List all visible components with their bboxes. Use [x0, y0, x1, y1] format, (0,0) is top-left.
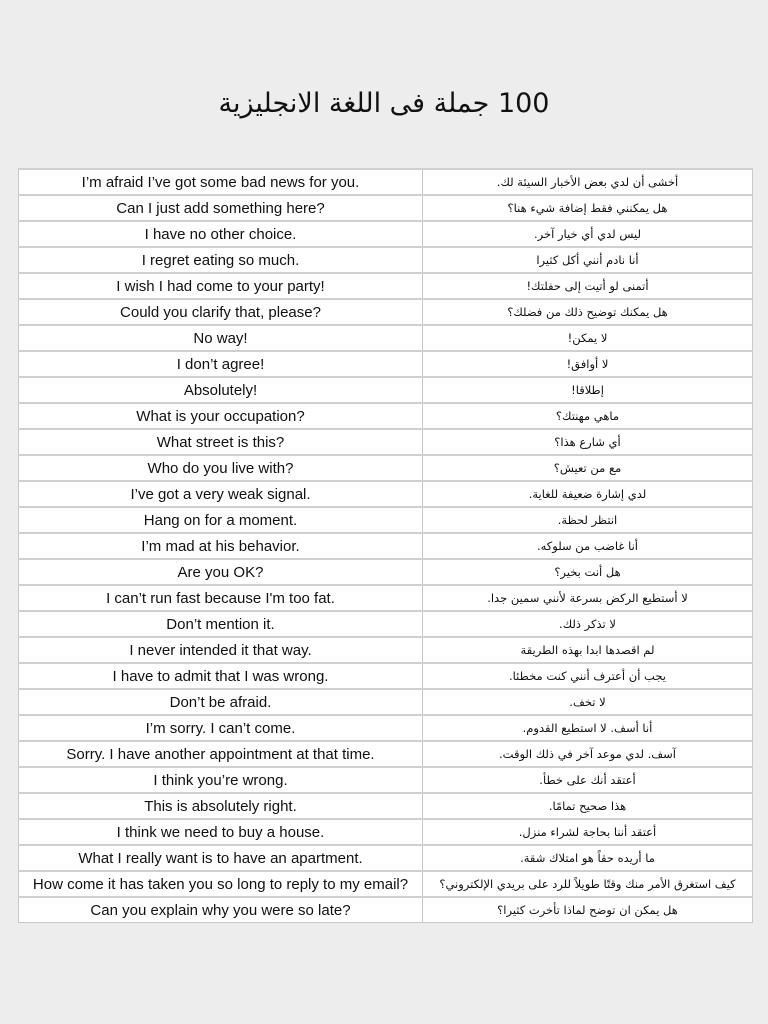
table-row [19, 455, 753, 481]
english-phrase-cell: I have no other choice. [19, 221, 423, 247]
arabic-translation-cell: آسف. لدي موعد آخر في ذلك الوقت. [423, 741, 753, 767]
arabic-translation-cell: أنا غاضب من سلوكه. [423, 533, 753, 559]
arabic-translation-cell: هل أنت بخير؟ [423, 559, 753, 585]
arabic-translation-cell: إطلاقا! [423, 377, 753, 403]
english-phrase-cell: I’ve got a very weak signal. [19, 481, 423, 507]
english-phrase-cell: Sorry. I have another appointment at that time. [19, 741, 423, 767]
table-row [19, 897, 753, 923]
english-phrase-cell: I’m afraid I’ve got some bad news for you. [19, 169, 423, 195]
arabic-translation-cell: أنا أسف. لا استطيع القدوم. [423, 715, 753, 741]
arabic-translation-cell: لا تخف. [423, 689, 753, 715]
english-phrase-cell: Can you explain why you were so late? [19, 897, 423, 923]
table-row [19, 715, 753, 741]
arabic-translation-cell: هل يمكنك توضيح ذلك من فضلك؟ [423, 299, 753, 325]
english-phrase-cell: What is your occupation? [19, 403, 423, 429]
arabic-translation-cell: لدي إشارة ضعيفة للغاية. [423, 481, 753, 507]
arabic-translation-cell: هل يمكن ان توضح لماذا تأخرت كثيرا؟ [423, 897, 753, 923]
table-row [19, 403, 753, 429]
table-row [19, 429, 753, 455]
table-row [19, 637, 753, 663]
table-row [19, 767, 753, 793]
english-phrase-cell: Can I just add something here? [19, 195, 423, 221]
arabic-translation-cell: أعتقد أننا بحاجة لشراء منزل. [423, 819, 753, 845]
table-row [19, 351, 753, 377]
arabic-translation-cell: أتمنى لو أتيت إلى حفلتك! [423, 273, 753, 299]
arabic-translation-cell: لا تذكر ذلك. [423, 611, 753, 637]
table-row [19, 247, 753, 273]
arabic-translation-cell: ما أريده حقاً هو امتلاك شقة. [423, 845, 753, 871]
table-row [19, 741, 753, 767]
table-row [19, 585, 753, 611]
arabic-translation-cell: لا أوافق! [423, 351, 753, 377]
arabic-translation-cell: ليس لدي أي خيار آخر. [423, 221, 753, 247]
english-phrase-cell: I don’t agree! [19, 351, 423, 377]
english-phrase-cell: Could you clarify that, please? [19, 299, 423, 325]
english-phrase-cell: No way! [19, 325, 423, 351]
phrase-table [18, 168, 753, 923]
page-title: 100 جملة فى اللغة الانجليزية [218, 88, 550, 119]
table-row [19, 481, 753, 507]
arabic-translation-cell: ماهي مهنتك؟ [423, 403, 753, 429]
table-row [19, 663, 753, 689]
english-phrase-cell: How come it has taken you so long to reply to my email? [19, 871, 423, 897]
english-phrase-cell: Hang on for a moment. [19, 507, 423, 533]
english-phrase-cell: I’m sorry. I can’t come. [19, 715, 423, 741]
table-row [19, 871, 753, 897]
table-row [19, 689, 753, 715]
english-phrase-cell: I regret eating so much. [19, 247, 423, 273]
arabic-translation-cell: يجب أن أعترف أنني كنت مخطئا. [423, 663, 753, 689]
phrase-table-body [19, 169, 753, 923]
table-row [19, 845, 753, 871]
english-phrase-cell: I wish I had come to your party! [19, 273, 423, 299]
arabic-translation-cell: أخشى أن لدي بعض الأخبار السيئة لك. [423, 169, 753, 195]
table-row [19, 507, 753, 533]
table-row [19, 793, 753, 819]
table-row [19, 221, 753, 247]
arabic-translation-cell: انتظر لحظة. [423, 507, 753, 533]
english-phrase-cell: I never intended it that way. [19, 637, 423, 663]
english-phrase-cell: Don’t be afraid. [19, 689, 423, 715]
english-phrase-cell: I can’t run fast because I'm too fat. [19, 585, 423, 611]
english-phrase-cell: I think we need to buy a house. [19, 819, 423, 845]
english-phrase-cell: This is absolutely right. [19, 793, 423, 819]
table-row [19, 533, 753, 559]
english-phrase-cell: Are you OK? [19, 559, 423, 585]
arabic-translation-cell: أي شارع هذا؟ [423, 429, 753, 455]
arabic-translation-cell: أنا نادم أنني أكل كثيرا [423, 247, 753, 273]
english-phrase-cell: Who do you live with? [19, 455, 423, 481]
english-phrase-cell: What street is this? [19, 429, 423, 455]
english-phrase-cell: I have to admit that I was wrong. [19, 663, 423, 689]
table-row [19, 195, 753, 221]
table-row [19, 611, 753, 637]
table-row [19, 819, 753, 845]
arabic-translation-cell: لم اقصدها ابدا بهذه الطريقة [423, 637, 753, 663]
arabic-translation-cell: لا يمكن! [423, 325, 753, 351]
table-row [19, 559, 753, 585]
table-row [19, 273, 753, 299]
arabic-translation-cell: كيف استغرق الأمر منك وقتًا طويلاً للرد على بريدي الإلكتروني؟ [423, 871, 753, 897]
english-phrase-cell: Don’t mention it. [19, 611, 423, 637]
english-phrase-cell: I’m mad at his behavior. [19, 533, 423, 559]
english-phrase-cell: Absolutely! [19, 377, 423, 403]
table-row [19, 325, 753, 351]
arabic-translation-cell: مع من تعيش؟ [423, 455, 753, 481]
english-phrase-cell: I think you’re wrong. [19, 767, 423, 793]
arabic-translation-cell: هل يمكنني فقط إضافة شيء هنا؟ [423, 195, 753, 221]
arabic-translation-cell: لا أستطيع الركض بسرعة لأنني سمين جدا. [423, 585, 753, 611]
table-row [19, 377, 753, 403]
table-row [19, 169, 753, 195]
table-row [19, 299, 753, 325]
english-phrase-cell: What I really want is to have an apartment. [19, 845, 423, 871]
arabic-translation-cell: هذا صحيح تمامًا. [423, 793, 753, 819]
arabic-translation-cell: أعتقد أنك على خطأ. [423, 767, 753, 793]
